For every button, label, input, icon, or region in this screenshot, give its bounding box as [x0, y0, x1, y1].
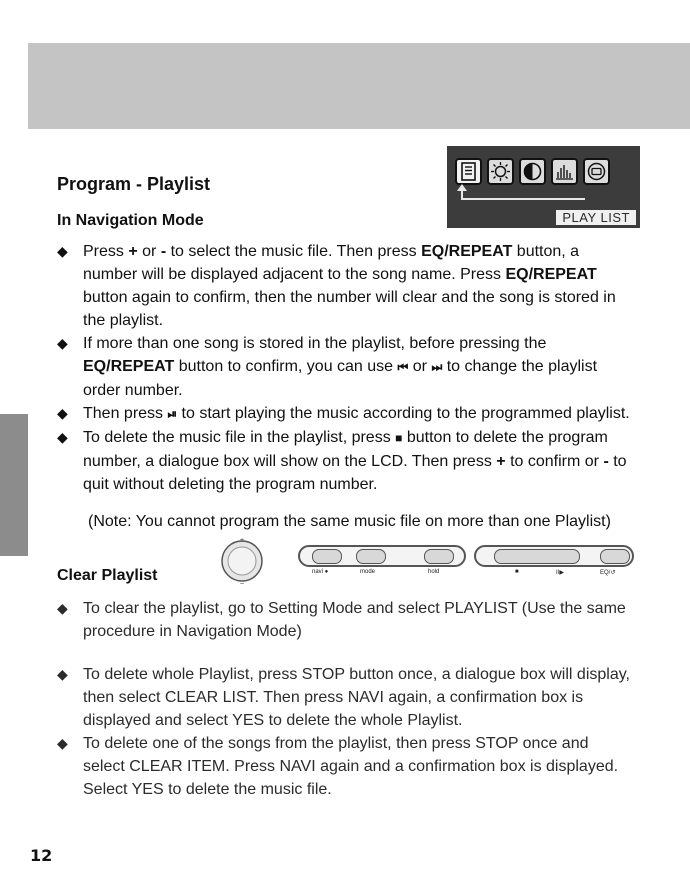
header-band [28, 43, 690, 129]
next-track-icon: ⏭ [431, 360, 443, 374]
play-pause-icon: ⏯ [167, 407, 178, 421]
list-item [57, 597, 632, 643]
mode-button [356, 549, 386, 564]
step-text: or [137, 243, 161, 260]
mode-icon-panel [447, 146, 640, 228]
play-label: II▶ [556, 570, 564, 576]
note-text: (Note: You cannot program the same music file on more than one Playlist) [88, 513, 611, 530]
stop-play-rocker [494, 549, 580, 564]
record-mode-icon [583, 158, 610, 185]
step-text: button to delete the program number, a dialogue box will show on the LCD. Then press [83, 429, 608, 470]
hold-switch [424, 549, 454, 564]
clear-playlist-heading: Clear Playlist [57, 567, 158, 584]
page-number: 12 [30, 846, 53, 865]
diamond-bullet-icon: ◆ [57, 405, 68, 421]
hold-label: hold [428, 569, 440, 575]
svg-text:−: − [239, 580, 245, 585]
contrast-mode-icon [519, 158, 546, 185]
step-text: Then press [83, 405, 168, 422]
step-text: to start playing the music according to the programmed playlist. [177, 405, 630, 422]
step-text: If more than one song is stored in the playlist, before pressing the [83, 335, 547, 352]
step-text: to confirm or [505, 453, 604, 470]
stop-label: ■ [515, 569, 519, 575]
diamond-bullet-icon: ◆ [57, 429, 68, 445]
navi-wheel-icon [218, 537, 266, 585]
list-item [57, 663, 632, 732]
list-item [57, 426, 632, 496]
step-text: or [408, 358, 432, 375]
previous-track-icon: ⏮ [397, 360, 409, 374]
eq-label: EQ/↺ [600, 570, 616, 576]
step-text: To delete the music file in the playlist, press [83, 429, 396, 446]
navi-button [312, 549, 342, 564]
button-strip-left [298, 545, 466, 567]
minus-key: - [160, 243, 167, 260]
step-text: to quit without deleting the program number. [83, 453, 627, 493]
list-item [57, 402, 632, 426]
list-item [57, 732, 632, 801]
diamond-bullet-icon: ◆ [57, 335, 68, 351]
navigation-steps [57, 240, 632, 496]
panel-connector-line [461, 198, 585, 200]
eq-repeat-key: EQ/REPEAT [83, 358, 175, 375]
step-text: button again to confirm, then the number will clear and the song is stored in the playlist. [83, 289, 616, 329]
list-item [57, 240, 632, 332]
plus-key: + [496, 453, 506, 470]
step-text: button to confirm, you can use [174, 358, 398, 375]
side-tab [0, 414, 28, 556]
eq-repeat-key: EQ/REPEAT [421, 243, 513, 260]
eq-button [600, 549, 630, 564]
playlist-mode-icon [455, 158, 482, 185]
step-text: To delete one of the songs from the playlist, then press STOP once and select CLEAR ITEM. Press NAVI again and a confirmation box is displayed. Select YES to delete the music file. [83, 735, 619, 798]
play-list-label: PLAY LIST [556, 210, 636, 225]
eq-repeat-key: EQ/REPEAT [505, 266, 597, 283]
diamond-bullet-icon: ◆ [57, 735, 68, 751]
step-text: To delete whole Playlist, press STOP button once, a dialogue box will display, then select CLEAR LIST. Then press NAVI again, a confirmation box is displayed and select YES to delete the whole Playlist. [83, 666, 630, 729]
minus-key: - [603, 453, 609, 470]
section-subtitle: In Navigation Mode [57, 212, 204, 229]
list-item [57, 332, 632, 402]
step-text: Press [83, 243, 129, 260]
equalizer-mode-icon [551, 158, 578, 185]
diamond-bullet-icon: ◆ [57, 243, 68, 259]
mode-label: mode [360, 569, 376, 575]
button-strip-right [474, 545, 634, 567]
navi-label: navi ● [312, 569, 329, 575]
page-title: Program - Playlist [57, 174, 211, 194]
svg-text:+: + [239, 537, 245, 544]
step-text: to change the playlist order number. [83, 358, 598, 399]
plus-key: + [128, 243, 138, 260]
step-text: to select the music file. Then press [166, 243, 422, 260]
clear-steps-a [57, 597, 632, 643]
diamond-bullet-icon: ◆ [57, 600, 68, 616]
stop-icon: ■ [395, 431, 403, 445]
step-text: To clear the playlist, go to Setting Mode and select PLAYLIST (Use the same procedure in Navigation Mode) [83, 600, 626, 640]
step-text: button, a number will be displayed adjacent to the song name. Press [83, 243, 580, 283]
clear-steps-b [57, 663, 632, 801]
settings-mode-icon [487, 158, 514, 185]
diamond-bullet-icon: ◆ [57, 666, 68, 682]
